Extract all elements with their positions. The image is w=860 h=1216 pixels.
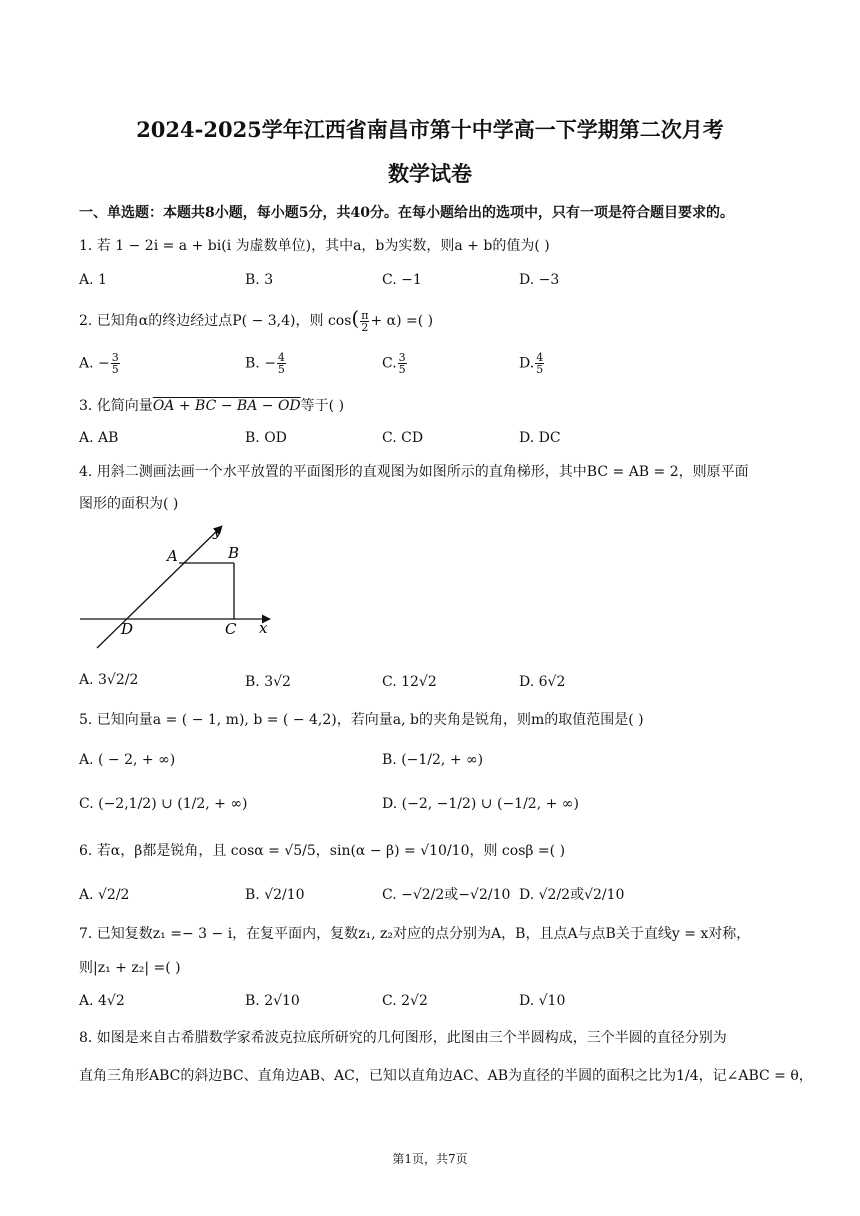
q7-option-d: D. √10 (519, 993, 566, 1009)
q4-option-a: A. 3√2/2 (79, 672, 139, 688)
question-7-stem-line2: 则|z₁ + z₂| =( ) (79, 960, 181, 976)
q3-option-c: C. CD (382, 430, 424, 446)
q5-option-d: D. (−2, −1/2) ∪ (−1/2, + ∞) (382, 796, 579, 812)
q2-stem-pre: 2. 已知角α的终边经过点P( − 3,4)，则 cos (79, 313, 352, 329)
q4-option-c: C. 12√2 (382, 674, 437, 690)
page-footer: 第1页，共7页 (392, 1152, 468, 1166)
q4-trapezoid-figure (75, 520, 285, 655)
question-4-stem-line1: 4. 用斜二测画法画一个水平放置的平面图形的直观图为如图所示的直角梯形，其中BC = AB = 2，则原平面 (79, 464, 749, 480)
q5-option-b: B. (−1/2, + ∞) (382, 752, 484, 768)
q2-stem-fraction: $\frac{\pi}{2}$ (361, 308, 369, 334)
q7-option-a: A. 4√2 (79, 993, 125, 1009)
label-x: x (259, 619, 268, 637)
label-c: C (225, 620, 237, 638)
q4-option-d: D. 6√2 (519, 674, 566, 690)
question-7-stem-line1: 7. 已知复数z₁ =− 3 − i，在复平面内，复数z₁, z₂对应的点分别为A，B，且点A与点B关于直线y = x对称， (79, 926, 751, 942)
q1-option-c: C. −1 (382, 272, 422, 288)
question-4-stem-line2: 图形的面积为( ) (79, 496, 179, 512)
q6-option-a: A. √2/2 (79, 887, 130, 903)
q2-stem-post: + α) =( ) (370, 313, 434, 329)
exam-title: 2024-2025学年江西省南昌市第十中学高一下学期第二次月考 (136, 117, 724, 142)
q1-option-b: B. 3 (245, 272, 274, 288)
label-b: B (228, 544, 240, 562)
exam-subtitle: 数学试卷 (388, 161, 472, 186)
label-y: y (213, 522, 222, 540)
q6-option-b: B. √2/10 (245, 887, 305, 903)
q4-option-b: B. 3√2 (245, 674, 291, 690)
question-3-stem: 3. 化简向量OA + BC − BA − OD等于( ) (79, 398, 345, 414)
q5-option-c: C. (−2,1/2) ∪ (1/2, + ∞) (79, 796, 248, 812)
q7-option-b: B. 2√10 (245, 993, 300, 1009)
q2-option-b: B. − $\frac{4}{5}$ (245, 351, 285, 376)
q3-option-a: A. AB (79, 430, 119, 446)
q1-option-d: D. −3 (519, 272, 560, 288)
q5-option-a: A. ( − 2, + ∞) (79, 752, 176, 768)
question-6-stem: 6. 若α，β都是锐角，且 cosα = √5/5，sin(α − β) = √10/10，则 cosβ =( ) (79, 843, 566, 859)
section-heading: 一、单选题：本题共8小题，每小题5分，共40分。在每小题给出的选项中，只有一项是符合题目要求的。 (79, 205, 734, 221)
question-5-stem: 5. 已知向量a = ( − 1, m), b = ( − 4,2)，若向量a, b的夹角是锐角，则m的取值范围是( ) (79, 712, 644, 728)
question-1-stem: 1. 若 1 − 2i = a + bi(i 为虚数单位)，其中a，b为实数，则a + b的值为( ) (79, 238, 550, 254)
q2-option-d: D. $\frac{4}{5}$ (519, 351, 544, 376)
q2-option-c: C. $\frac{3}{5}$ (382, 351, 406, 376)
q1-option-a: A. 1 (79, 272, 107, 288)
q2-option-a: A. − $\frac{3}{5}$ (79, 351, 119, 376)
question-2-stem: 2. 已知角α的终边经过点P( − 3,4)，则 cos( $\frac{\pi}{2}$ + α) =( ) (79, 306, 434, 334)
question-8-stem-line1: 8. 如图是来自古希腊数学家希波克拉底所研究的几何图形，此图由三个半圆构成，三个半圆的直径分别为 (79, 1030, 727, 1046)
q6-option-c: C. −√2/2或−√2/10 (382, 887, 511, 903)
q7-option-c: C. 2√2 (382, 993, 428, 1009)
q6-option-d: D. √2/2或√2/10 (519, 887, 625, 903)
label-a: A (167, 547, 178, 565)
q3-option-b: B. OD (245, 430, 287, 446)
y-axis (97, 526, 222, 648)
q3-option-d: D. DC (519, 430, 561, 446)
q3-vector-expression: OA + BC − BA − OD (152, 398, 301, 414)
label-d: D (121, 620, 134, 638)
question-8-stem-line2: 直角三角形ABC的斜边BC、直角边AB、AC，已知以直角边AC、AB为直径的半圆的面积之比为1/4，记∠ABC = θ， (79, 1068, 813, 1084)
